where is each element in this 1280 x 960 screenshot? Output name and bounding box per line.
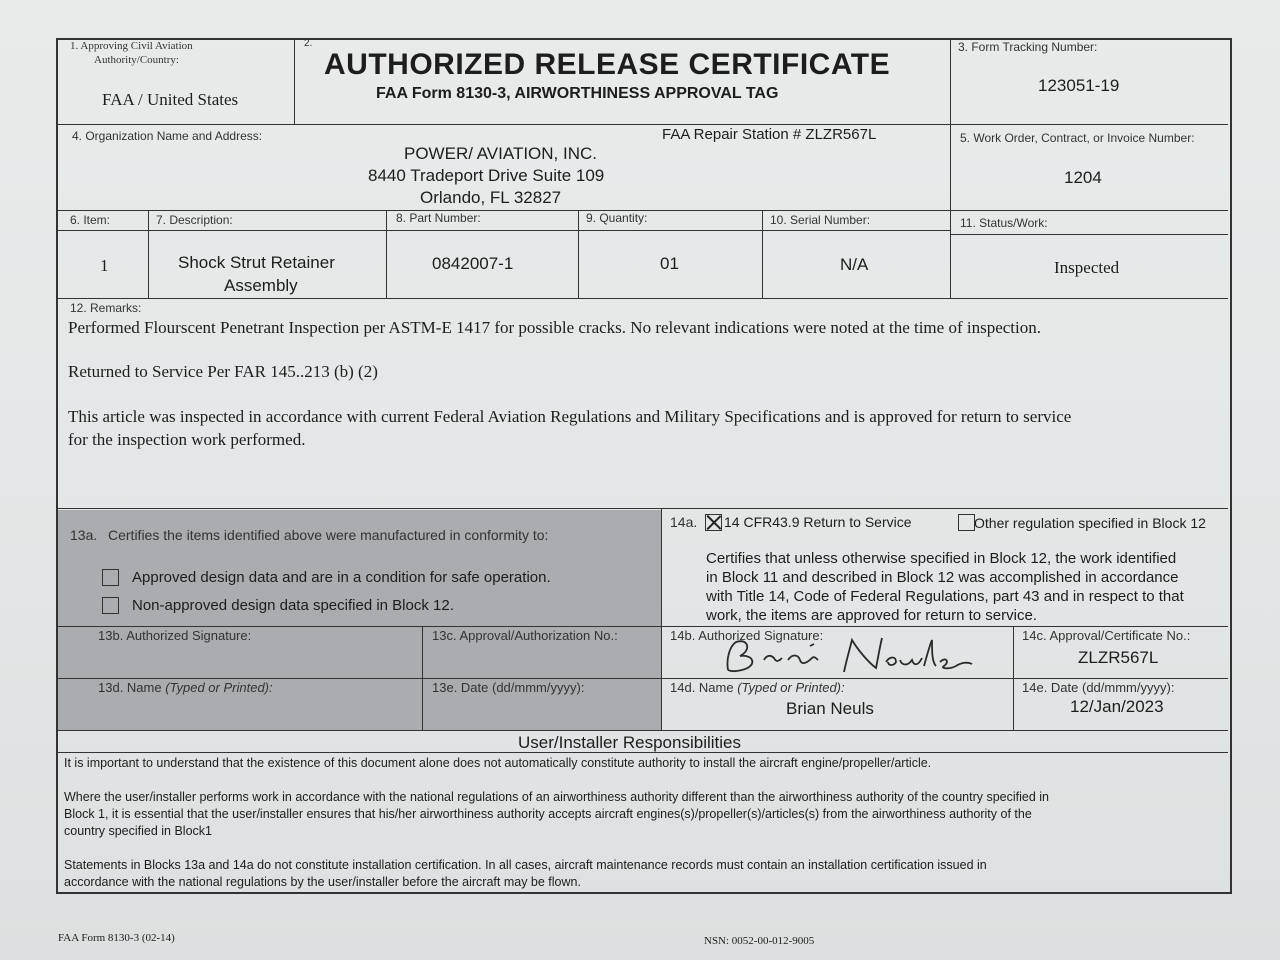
certification-date: 12/Jan/2023 [1070,697,1164,716]
org-address-city: Orlando, FL 32827 [420,188,562,207]
form-tracking-number: 123051-19 [1038,76,1120,95]
org-name: POWER/ AVIATION, INC. [404,144,598,163]
approving-authority-value: FAA / United States [102,90,239,109]
org-address-street: 8440 Tradeport Drive Suite 109 [368,166,605,185]
block13e-label: 13e. Date (dd/mmm/yyyy): [432,680,585,695]
quantity-value: 01 [660,254,679,273]
block14a-cert-line4: work, the items are approved for return to service. [706,607,1037,624]
block13c-label: 13c. Approval/Authorization No.: [432,628,618,643]
block14a-cert-line1: Certifies that unless otherwise specified in Block 12, the work identified [706,550,1177,567]
block14a-cert-line2: in Block 11 and described in Block 12 was accomplished in accordance [706,569,1179,586]
remarks-statement-line1: This article was inspected in accordance with current Federal Aviation Regulations and Military Specifications and is approved for return to service [68,407,1072,426]
status-work-header: 11. Status/Work: [960,216,1048,230]
remarks-return-to-service: Returned to Service Per FAR 145..213 (b) (2) [68,362,378,381]
block13a-text: Certifies the items identified above were manufactured in conformity to: [108,527,549,543]
release-certificate-form [56,38,1232,894]
form-identifier: FAA Form 8130-3 (02-14) [58,932,175,944]
quantity-header: 9. Quantity: [586,211,648,225]
block14a-cert-line3: with Title 14, Code of Federal Regulations, part 43 and in respect to that [706,588,1184,605]
remarks-statement-line2: for the inspection work performed. [68,430,306,449]
block1-label-2: Authority/Country: [94,54,179,66]
responsibilities-p2-line1: Where the user/installer performs work in accordance with the national regulations of an airworthiness authority different than the airworthiness authority of the country specified in [64,790,1050,804]
serial-number-header: 10. Serial Number: [770,213,871,227]
block14c-label: 14c. Approval/Certificate No.: [1022,628,1191,643]
remarks-inspection: Performed Flourscent Penetrant Inspection per ASTM-E 1417 for possible cracks. No relevant indications were noted at the time of inspection. [68,318,1041,337]
item-description-line2: Assembly [224,276,298,295]
cfr-43-9-checkbox[interactable] [705,514,722,531]
repair-station-number: FAA Repair Station # ZLZR567L [662,126,877,143]
block13a-label: 13a. [70,527,98,543]
block14b-label: 14b. Authorized Signature: [670,628,824,643]
cfr-43-9-label: 14 CFR43.9 Return to Service [724,514,912,530]
block5-label: 5. Work Order, Contract, or Invoice Number: [960,131,1195,145]
block14e-label: 14e. Date (dd/mmm/yyyy): [1022,680,1175,695]
responsibilities-p2-line3: country specified in Block1 [64,824,212,838]
approval-certificate-number: ZLZR567L [1078,648,1159,667]
remarks-label: 12. Remarks: [70,301,142,315]
responsibilities-p3-line2: accordance with the national regulations by the user/installer before the aircraft may be flown. [64,875,581,889]
status-work-value: Inspected [1054,258,1120,277]
item-number: 1 [100,256,109,275]
signatory-name: Brian Neuls [786,699,874,718]
certificate-title: AUTHORIZED RELEASE CERTIFICATE [324,48,891,81]
description-header: 7. Description: [156,213,233,227]
block13-bottom-shade [58,628,661,730]
block13b-label: 13b. Authorized Signature: [98,628,252,643]
block14d-label [670,680,845,695]
item-description-line1: Shock Strut Retainer [178,253,335,272]
item-header: 6. Item: [70,213,111,227]
block13d-label-italic: (Typed or Printed): [165,680,273,695]
nsn-number: NSN: 0052-00-012-9005 [704,935,815,947]
non-approved-design-checkbox[interactable] [102,597,119,614]
responsibilities-p1: It is important to understand that the existence of this document alone does not automatically constitute authority to install the aircraft engine/propeller/article. [64,756,932,770]
work-order-number: 1204 [1064,168,1102,187]
block2-label: 2. [304,38,313,49]
approved-design-checkbox[interactable] [102,569,119,586]
block14d-label-italic: (Typed or Printed): [737,680,845,695]
responsibilities-p2-line2: Block 1, it is essential that the user/installer ensures that his/her airworthiness authority accepts aircraft engines(s)/propeller(s)/articles(s) from the airworthiness authority of the [64,807,1032,821]
approved-design-label: Approved design data and are in a condition for safe operation. [132,569,551,586]
authorized-signature-image [718,632,978,680]
serial-number: N/A [840,255,869,274]
block1-label: 1. Approving Civil Aviation [70,40,193,52]
block13d-label [98,680,273,695]
other-regulation-checkbox[interactable] [958,514,975,531]
other-regulation-label: Other regulation specified in Block 12 [974,515,1206,531]
non-approved-design-label: Non-approved design data specified in Block 12. [132,597,454,614]
block4-label: 4. Organization Name and Address: [72,129,263,143]
responsibilities-p3-line1: Statements in Blocks 13a and 14a do not constitute installation certification. In all cases, aircraft maintenance records must contain an installation certification issued in [64,858,987,872]
part-number: 0842007-1 [432,254,514,273]
block13d-label-text: 13d. Name [98,680,166,695]
part-number-header: 8. Part Number: [396,211,481,225]
block14a-label: 14a. [670,514,698,530]
certificate-subtitle: FAA Form 8130-3, AIRWORTHINESS APPROVAL TAG [376,85,779,102]
block14d-label-text: 14d. Name [670,680,738,695]
responsibilities-title: User/Installer Responsibilities [518,733,741,752]
block3-label: 3. Form Tracking Number: [958,40,1098,54]
